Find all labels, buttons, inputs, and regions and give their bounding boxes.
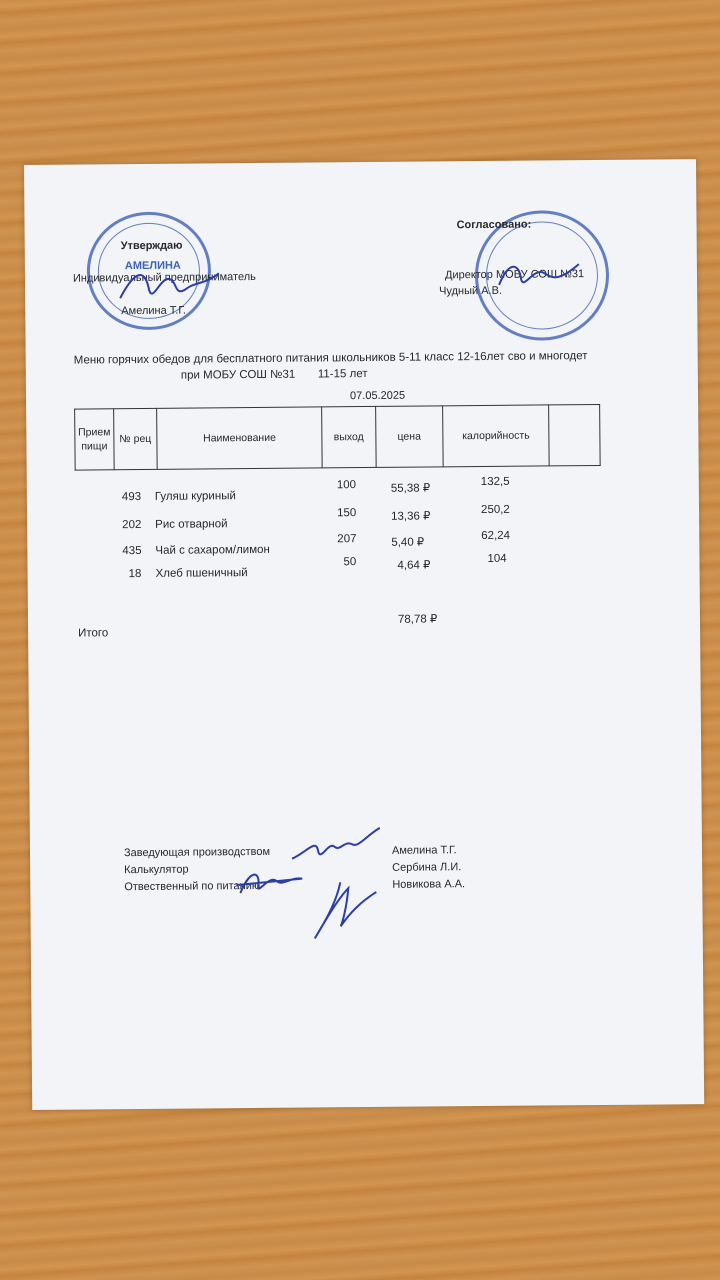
approval-left-position: Индивидуальный предприниматель (72, 270, 256, 285)
signature-role-responsible: Отвественный по питанию (124, 879, 261, 894)
dish-calories: 104 (487, 552, 507, 565)
approval-right-name: Чудный А.В. (439, 284, 503, 298)
approval-right-position: Директор МОБУ СОШ №31 (444, 268, 585, 282)
table-row (27, 475, 699, 508)
signature-name-responsible: Новикова А.А. (392, 878, 466, 891)
left-approval-signature (115, 259, 225, 310)
header-empty (549, 404, 600, 465)
header-name: Наименование (157, 407, 323, 469)
header-meal: Прием пищи (75, 409, 114, 470)
total-value: 78,78 ₽ (397, 613, 438, 626)
table-row (27, 503, 699, 536)
total-label: Итого (78, 627, 109, 640)
menu-document (24, 159, 704, 1110)
signature-name-calculator: Сербина Л.И. (392, 861, 462, 874)
menu-title: Меню горячих обедов для бесплатного питания школьников 5-11 класс 12-16лет сво и многодет (73, 350, 588, 367)
approval-left-heading: Утверждаю (120, 239, 183, 253)
table-row (27, 552, 699, 585)
right-approval-signature (495, 254, 585, 295)
menu-age-group: 11-15 лет (317, 368, 368, 381)
dish-price: 4,64 ₽ (397, 559, 431, 572)
table-header-row (75, 404, 601, 470)
dish-name: Чай с сахаром/лимон (155, 543, 270, 557)
header-price: цена (375, 406, 443, 468)
menu-school: при МОБУ СОШ №31 (180, 368, 296, 382)
dish-price: 13,36 ₽ (391, 510, 431, 523)
signature-name-production: Амелина Т.Г. (391, 844, 457, 857)
dish-name: Гуляш куриный (154, 490, 236, 503)
recipe-number: 435 (122, 544, 142, 558)
dish-price: 5,40 ₽ (391, 536, 425, 549)
dish-calories: 62,24 (481, 529, 511, 543)
dish-price: 55,38 ₽ (390, 482, 431, 495)
signature-role-calculator: Калькулятор (124, 863, 189, 877)
dish-yield: 207 (337, 533, 357, 546)
dish-name: Рис отварной (155, 518, 228, 531)
header-recipe-number: № рец (113, 408, 157, 469)
dish-yield: 100 (336, 479, 357, 492)
menu-date: 07.05.2025 (349, 389, 406, 403)
dish-yield: 150 (336, 507, 357, 520)
handwritten-signatures (220, 822, 401, 954)
recipe-number: 493 (121, 490, 142, 504)
approval-right-heading: Согласовано: (456, 218, 532, 232)
recipe-number: 18 (128, 567, 142, 581)
dish-calories: 250,2 (480, 503, 510, 517)
dish-yield: 50 (343, 556, 357, 569)
dish-calories: 132,5 (480, 475, 510, 489)
recipe-number: 202 (122, 518, 142, 532)
left-seal-text: АМЕЛИНА (124, 259, 181, 273)
dish-name: Хлеб пшеничный (155, 567, 248, 580)
table-row (27, 529, 699, 562)
header-yield: выход (322, 406, 376, 467)
signature-role-production: Заведующая производством (123, 845, 271, 860)
approval-left-name: Амелина Т.Г. (121, 304, 187, 318)
header-calories: калорийность (443, 405, 550, 467)
menu-table (74, 404, 601, 471)
